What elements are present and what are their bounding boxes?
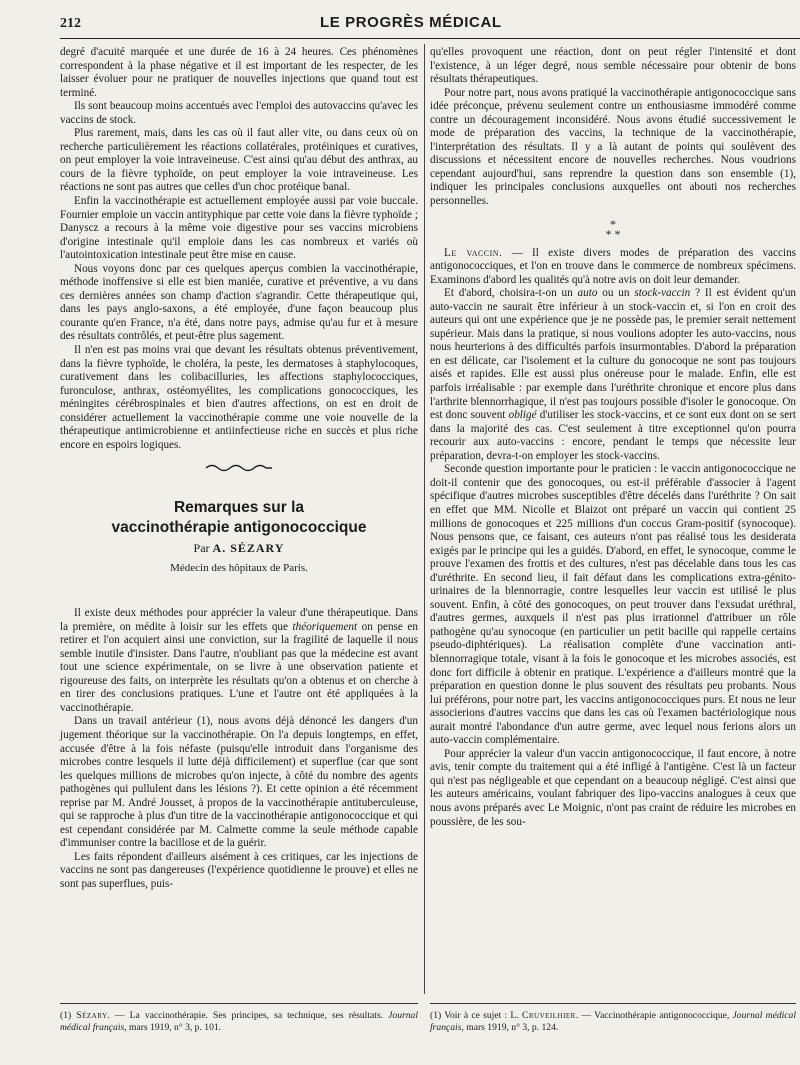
footnote-rule-right (430, 1003, 796, 1004)
emphasis: théoriquement (292, 620, 358, 633)
footnote-left: (1) Sézary. — La vaccinothérapie. Ses principes, sa technique, ses résultats. Journal médical français, mars 1919, n° 3, p. 101. (60, 1010, 418, 1033)
journal-title: LE PROGRÈS MÉDICAL (320, 14, 502, 31)
page-header (60, 14, 800, 34)
header-rule (60, 38, 800, 39)
section-ornament (60, 462, 418, 476)
paragraph: Plus rarement, mais, dans les cas où il faut aller vite, ou dans ceux où on recherche particulièrement les réactions collatérales, protéiniques et curatives, on peut employer la voie intraveineuse. C'est ainsi qu'au début des anthrax, au cours de la fièvre typhoïde, on peut employer la voie intraveineuse. Les réactions ne sont pas autres que celles d'un choc protéique banal. (60, 127, 418, 194)
byline-prefix: Par (193, 540, 210, 555)
paragraph: Seconde question importante pour le praticien : le vaccin antigonococcique ne doit-il contenir que des gonocoques, ou est-il préférable d'associer à l'agent spécifique d'autres microbes susceptibles d'être décelés dans l'uréthrite ? On sait en effet que MM. Nicolle et Blaizot ont préparé un vaccin qui contient 25 millions de gonocoques et 225 millions d'un coccus Gram-positif (synocoque). Nous pensons que, ce faisant, ces auteurs n'ont pas réalisé tous les desiderata exigés par le principe qui les a guidés. D'abord, en effet, le synocoque, comme le prouve l'examen des frottis et des cultures, n'est pas décelable dans tous les cas d'uréthrite. En second lieu, il fait défaut dans les complications extra-génito-urinaires de la blennorragie, contre lesquelles leur vaccin est utilisé le plus souvent. Enfin, à côté des gonocoques, on peut trouver dans l'exsudat uréthral, d'autres germes, auxquels il n'est pas plus irrationnel d'attribuer un rôle pathogène qu'au synocoque (en particulier un petit bacille qui rappelle certains pseudo-diphtériques). La réalisation complète d'une vaccination anti-blennorragique totale, visant à la fois le gonocoque et les microbes associés, est donc fort difficile à obtenir en pratique. L'expérience a d'ailleurs montré que la préparation en question donne le plus souvent des résultats peu probants. Nous lui préférons, pour notre part, les vaccins antigonococciques purs. Et nous ne leur associerions d'autres vaccins que dans les cas où l'examen bactériologique nous aurait montré l'abondance d'un autre germe, avec lequel nous ferions alors un auto-vaccin complémentaire. (430, 463, 796, 747)
left-column (60, 46, 418, 892)
paragraph: Nous voyons donc par ces quelques aperçus combien la vaccinothérapie, méthode inoffensive si elle est bien maniée, curative et préventive, a vu dans ces dernières années son champ d'action s'agrandir. Cette thérapeutique qui, dans les pays anglo-saxons, a été employée, d'une façon beaucoup plus courante qu'en France, n'a été, dans notre pays, admise qu'au fur et à mesure des résultats contrôlés, et peut-être plus sagement. (60, 262, 418, 343)
paragraph: Ils sont beaucoup moins accentués avec l'emploi des autovaccins qu'avec les vaccins de stock. (60, 100, 418, 126)
author-affiliation: Médecin des hôpitaux de Paris. (170, 561, 308, 574)
section-lead: Le vaccin. (444, 246, 503, 259)
page-number: 212 (60, 16, 81, 31)
footnote-right: (1) Voir à ce sujet : L. Cruveilhier. — Vaccinothérapie antigonococcique, Journal médical français, mars 1919, n° 3, p. 124. (430, 1010, 797, 1033)
paragraph: qu'elles provoquent une réaction, dont on peut régler l'intensité et dont l'existence, à un léger degré, nous semble nécessaire pour obtenir de bons résultats thérapeutiques. (430, 46, 796, 86)
paragraph: Pour notre part, nous avons pratiqué la vaccinothérapie antigonococcique sans idée préconçue, prévenu seulement contre un enthousiasme immodéré comme contre un découragement inconsidéré. Nous avons étudié successivement le mode de préparation des vaccins, la technique de la vaccinothérapie, l'interprétation des résultats. Il y a là autant de points qui soulèvent des discussions et nécessitent encore de nouvelles recherches. Nous voudrions cependant aujourd'hui, sans reprendre la question dans son ensemble (1), indiquer les principales conclusions auxquelles ont abouti nos recherches personnelles. (430, 86, 796, 208)
right-column (430, 46, 796, 829)
paragraph: Les faits répondent d'ailleurs aisément à ces critiques, car les injections de vaccins ne sont pas dangereuses (l'expérience quotidienne le prouve) et elles ne sont pas superflues, puis- (60, 850, 418, 890)
emphasis: stock-vaccin (634, 287, 691, 300)
byline (60, 542, 418, 556)
article-title (60, 498, 418, 538)
paragraph: Pour apprécier la valeur d'un vaccin antigonococcique, il faut encore, à notre avis, tenir compte du traitement qui a été infligé à l'antigène. C'est là un facteur qui n'est pas négligeable et que cependant on a beaucoup négligé. C'est ainsi que les auteurs américains, voulant fabriquer des lipo-vaccins analogues à ceux que nous avons préparés avec Le Moignic, n'ont pas craint de réduire les microbes en poussière, de les sou- (430, 747, 796, 828)
footnote-rule-left (60, 1003, 418, 1004)
paragraph: Dans un travail antérieur (1), nous avons déjà dénoncé les dangers d'un jugement théorique sur la vaccinothérapie. On l'a depuis longtemps, en effet, accusée d'être à la fois néfaste (puisqu'elle introduit dans l'organisme des microbes contre lesquels il lutte déjà difficilement) et superflue (car que sont les quelques millions de microbes qu'on injecte, à côté du nombre des agents pathogènes qui pullulent dans les lésions ?). Et cette opinion a été récemment reprise par M. André Jousset, à propos de la vaccinothérapie antituberculeuse, qui se rapproche à plus d'un titre de la vaccinothérapie antigonococcique et qui est cependant considérée par M. Calmette comme la seule méthode capable d'immuniser contre la bacillose et de la guérir. (60, 715, 418, 850)
paragraph: Il existe deux méthodes pour apprécier la valeur d'une thérapeutique. Dans la première, on médite à loisir sur les effets que théoriquement on pense en retirer et l'on acquiert ainsi une conviction, sur la fragilité de laquelle il nous semble inutile d'insister. Dans l'autre, n'oubliant pas que la médecine est avant tout une science expérimentale, on se livre à une observation patiente et rigoureuse des faits, on interprète les résultats qu'on a obtenus et on cherche à en tirer des conclusions pratiques. L'une et l'autre ont été appliquées à la vaccinothérapie. (60, 607, 418, 714)
paragraph: Et d'abord, choisira-t-on un auto ou un stock-vaccin ? Il est évident qu'un auto-vaccin ne saurait être inférieur à un stock-vaccin et, si l'on en croit des auteurs qui ont une expérience que je ne possède pas, le premier serait nettement supérieur. Mais dans la pratique, si nous voulions adopter les auto-vaccins, nous nous heurterions à des difficultés parfois insurmontables. D'abord la préparation en est délicate, car l'isolement et la culture du gonocoque ne sont pas toujours aisés et rapides. Elle est aussi plus onéreuse pour le malade. Enfin, elle est parfois irréalisable : par exemple dans l'uréthrite chronique et encore plus dans l'arthrite blennorrhagique, il n'est pas toujours possible d'isoler le gonocoque. On est donc souvent obligé d'utiliser les stock-vaccins, et ce sont eux dont on se sert dans la majorité des cas. C'est seulement à titre exceptionnel qu'on pourra recourir aux auto-vaccins : encore, pendant le temps que nécessite leur préparation, devra-t-on employer les stock-vaccins. (430, 287, 797, 462)
paragraph: Enfin la vaccinothérapie est actuellement employée aussi par voie buccale. Fournier emploie un vaccin antityphique par cette voie dans la fièvre typhoïde ; Danyscz a recours à la même voie digestive pour ses vaccins microbiens d'origine intestinale qu'il emploie dans les cas nombreux et variés où l'autointoxication intestinale peut être mise en cause. (60, 195, 418, 262)
asterism: * * * (605, 216, 621, 241)
article-title-line-2: vaccinothérapie antigonococcique (111, 518, 367, 536)
ornament-swirl-icon (204, 463, 274, 473)
emphasis: auto (577, 287, 598, 300)
column-divider (424, 44, 425, 994)
paragraph: degré d'acuité marquée et une durée de 16 à 24 heures. Ces phénomènes correspondent à la phase négative et il est important de les respecter, de les laisser évoluer pour ne pratiquer de nouvelles injections que quand tout est terminé. (60, 46, 418, 99)
article-title-line-1: Remarques sur la (173, 498, 305, 516)
paragraph: Le vaccin. — Il existe divers modes de préparation des vaccins antigonococciques, et l'on en trouve dans le commerce de nombreux spécimens. Examinons d'abord les qualités qu'à notre avis on doit leur demander. (430, 246, 797, 286)
emphasis: obligé (508, 409, 537, 422)
paragraph: Il n'en est pas moins vrai que devant les résultats obtenus préventivement, dans la fièvre typhoïde, le choléra, la peste, les dermatoses à staphylocoques, curativement dans les colibacilluries, les affections staphylococciques, furonculose, anthrax, ostéomyélites, les complications gonococciques, les méningites cérébrospinales et bien d'autres affections, on est en droit de considérer actuellement la vaccinothérapie comme une voie nouvelle de la thérapeutique antimicrobienne et antiinfectieuse riche en succès et plus riche encore en espoirs logiques. (60, 344, 418, 451)
author-name: A. SÉZARY (212, 540, 285, 555)
